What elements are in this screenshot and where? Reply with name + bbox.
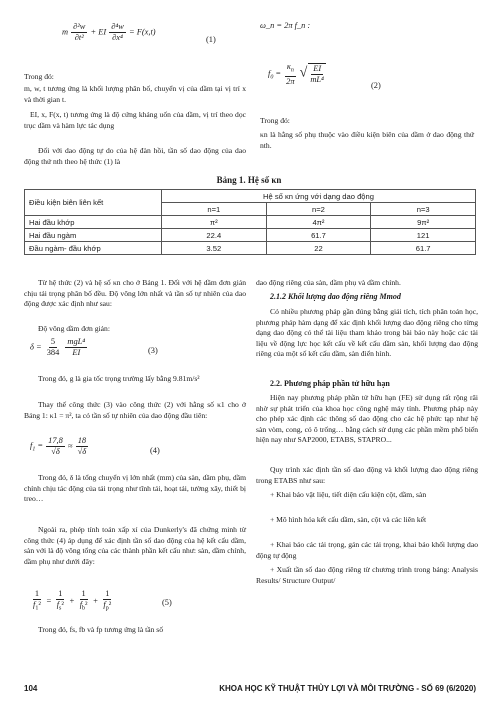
equation-1-number: (1) [206,35,216,44]
table-cell: 9π² [371,216,476,229]
table-group-header: Hệ số κn ứng với dạng dao động [162,190,476,203]
table-col-header: Điều kiện biên liên kết [25,190,162,216]
table-cell: 22 [266,242,371,255]
right-bottom-paragraph-4: Quy trình xác định tần số dao động và khối lượng dao động riêng trong ETABS như sau: [256,465,478,485]
left-top-paragraph-1: m, w, t tương ứng là khối lượng phân bố, chuyển vị của dầm tại vị trí x và thời gian t. [24,84,246,104]
table-mode-2: n=2 [266,203,371,216]
left-bottom-paragraph-4: Thay thế công thức (3) vào công thức (2) với hằng số κ1 cho ở Bảng 1: κ1 = π², ta có tần số tự nhiên của dao động đầu tiên: [24,400,246,420]
left-bottom-paragraph-1: Từ hệ thức (2) và hệ số κn cho ở Bảng 1. Đối với hệ dầm đơn giản chịu tải trọng phân bố đều. Độ võng lớn nhất và tần số tự nhiên của dao động được xác định như sau: [24,278,246,309]
equation-3: δ = $\frac{5}{384}$ $\frac{\text{mgL⁴}}{EI}$ [30,337,86,357]
table-title: Bảng 1. Hệ số κn [216,175,282,185]
table-cell: 61.7 [371,242,476,255]
table-mode-1: n=1 [162,203,267,216]
equation-3-number: (3) [148,346,158,355]
left-bottom-paragraph-5: Trong đó, δ là tổng chuyển vị lớn nhất (mm) của sàn, dầm phụ, dầm chính chịu tác động của tải trọng như tĩnh tải, hoạt tải, tường xây, thiết bị treo… [24,473,246,504]
section-2-1-2-heading: 2.1.2 Khối lượng dao động riêng Mmod [270,292,401,301]
right-bottom-bullet-1: + Khai báo vật liệu, tiết diện cấu kiện cột, dầm, sàn [270,490,427,499]
equation-5-number: (5) [162,598,172,607]
kappa-table [24,189,476,255]
right-bottom-bullet-2: + Mô hình hóa kết cấu dầm, sàn, cột và các liên kết [270,515,427,524]
right-bottom-paragraph-3: Hiện nay phương pháp phần tử hữu hạn (FE) sử dụng rất rộng rãi nhờ sự phát triển của khoa học công nghệ máy tính. Phương pháp này cho phép xác định các thông số dao động cho các hệ phức tạp như hệ sàn vòm, cong, có ô trống… bằng cách sử dụng các phần mềm phổ biến hiện nay như SAP2000, ETABS, STAPRO... [256,393,478,445]
section-2-2-heading: 2.2. Phương pháp phần tử hữu hạn [270,379,390,388]
left-bottom-paragraph-3: Trong đó, g là gia tốc trọng trường lấy bằng 9.81m/s² [38,374,200,383]
table-cell: 61.7 [266,229,371,242]
left-top-paragraph-3: Đối với dao động tự do của hệ đàn hồi, tần số dao động của dao động thứ nth theo hệ thức (1) là [24,146,246,166]
table-row-label: Hai đầu khớp [25,216,162,229]
right-bottom-bullet-4: + Xuất tần số dao động riêng từ chương trình trong bảng: Analysis Results/ Structure Output/ [256,565,478,585]
equation-2: $f_0$ = $\frac{\kappa_n}{2\pi}$ √ $\frac{EI}{\text{mL⁴}}$ [268,62,324,86]
table-cell: 22.4 [162,229,267,242]
equation-omega: ω_n = 2π f_n : [260,21,311,30]
page-number: 104 [24,684,38,693]
table-row-label: Đầu ngàm- đầu khớp [25,242,162,255]
table-row [25,216,476,229]
equation-5: $\frac{1}{f_1^2}$ = $\frac{1}{f_s^2}$ + $\frac{1}{f_b^2}$ + $\frac{1}{f_p^2}$ [33,589,112,612]
equation-2-number: (2) [371,81,381,90]
table-row [25,229,476,242]
table-row-label: Hai đầu ngàm [25,229,162,242]
right-bottom-paragraph-2: Có nhiều phương pháp gần đúng bằng giải tích, tích phân toán học, phương pháp hàm dạng để xác định khối lượng dao động riêng cho từng dạng dao động có thể tài liệu tham khảo trong bài báo này hoặc các tài liệu về động lực học kết cấu về kết cấu dầm sàn, khối lượng dao động riêng của một số kết cấu dầm, sàn điển hình. [256,307,478,359]
right-bottom-paragraph-1: dao động riêng của sàn, dầm phụ và dầm chính. [256,278,401,287]
left-bottom-paragraph-6: Ngoài ra, phép tính toán xấp xỉ của Dunkerly's đã chứng minh từ công thức (4) áp dụng để xác định tần số dao động của hệ kết cấu dầm, sàn với là độ võng tổng của các thành phần kết cấu như: sàn, dầm chính, dầm phụ như dưới đây: [24,525,246,566]
right-top-trong-do: Trong đó: [260,116,290,125]
table-cell: 121 [371,229,476,242]
right-bottom-bullet-3: + Khai báo các tải trọng, gán các tải trọng, khai báo khối lượng dao động tự động [256,540,478,560]
equation-4-number: (4) [150,446,160,455]
left-bottom-paragraph-2: Độ võng dầm đơn giản: [38,324,110,333]
journal-name: KHOA HỌC KỸ THUẬT THỦY LỢI VÀ MÔI TRƯỜNG - SỐ 69 (6/2020) [219,684,476,693]
table-cell: 4π² [266,216,371,229]
table-cell: 3.52 [162,242,267,255]
left-bottom-paragraph-7: Trong đó, fs, fb và fp tương ứng là tần số [38,625,164,634]
table-mode-3: n=3 [371,203,476,216]
equation-4: $f_1$ = $\frac{17,8}{√\delta}$ ≈ $\frac{18}{√\delta}$ [30,436,87,456]
right-top-paragraph-1: κn là hằng số phụ thuộc vào điều kiện biên của dầm ở dao động thứ nth. [260,130,474,150]
left-top-paragraph-2: EI, x, F(x, t) tương ứng là độ cứng kháng uốn của dầm, vị trí theo dọc trục dầm và hàm lực tác dụng [24,110,246,130]
equation-1: m $\frac{\text{∂²w}}{\text{∂t²}}$ + EI $\frac{\text{∂⁴w}}{\text{∂x⁴}}$ = F(x,t) [62,22,156,42]
left-top-trong-do: Trong đó: [24,72,54,81]
table-cell: π² [162,216,267,229]
table-row [25,242,476,255]
